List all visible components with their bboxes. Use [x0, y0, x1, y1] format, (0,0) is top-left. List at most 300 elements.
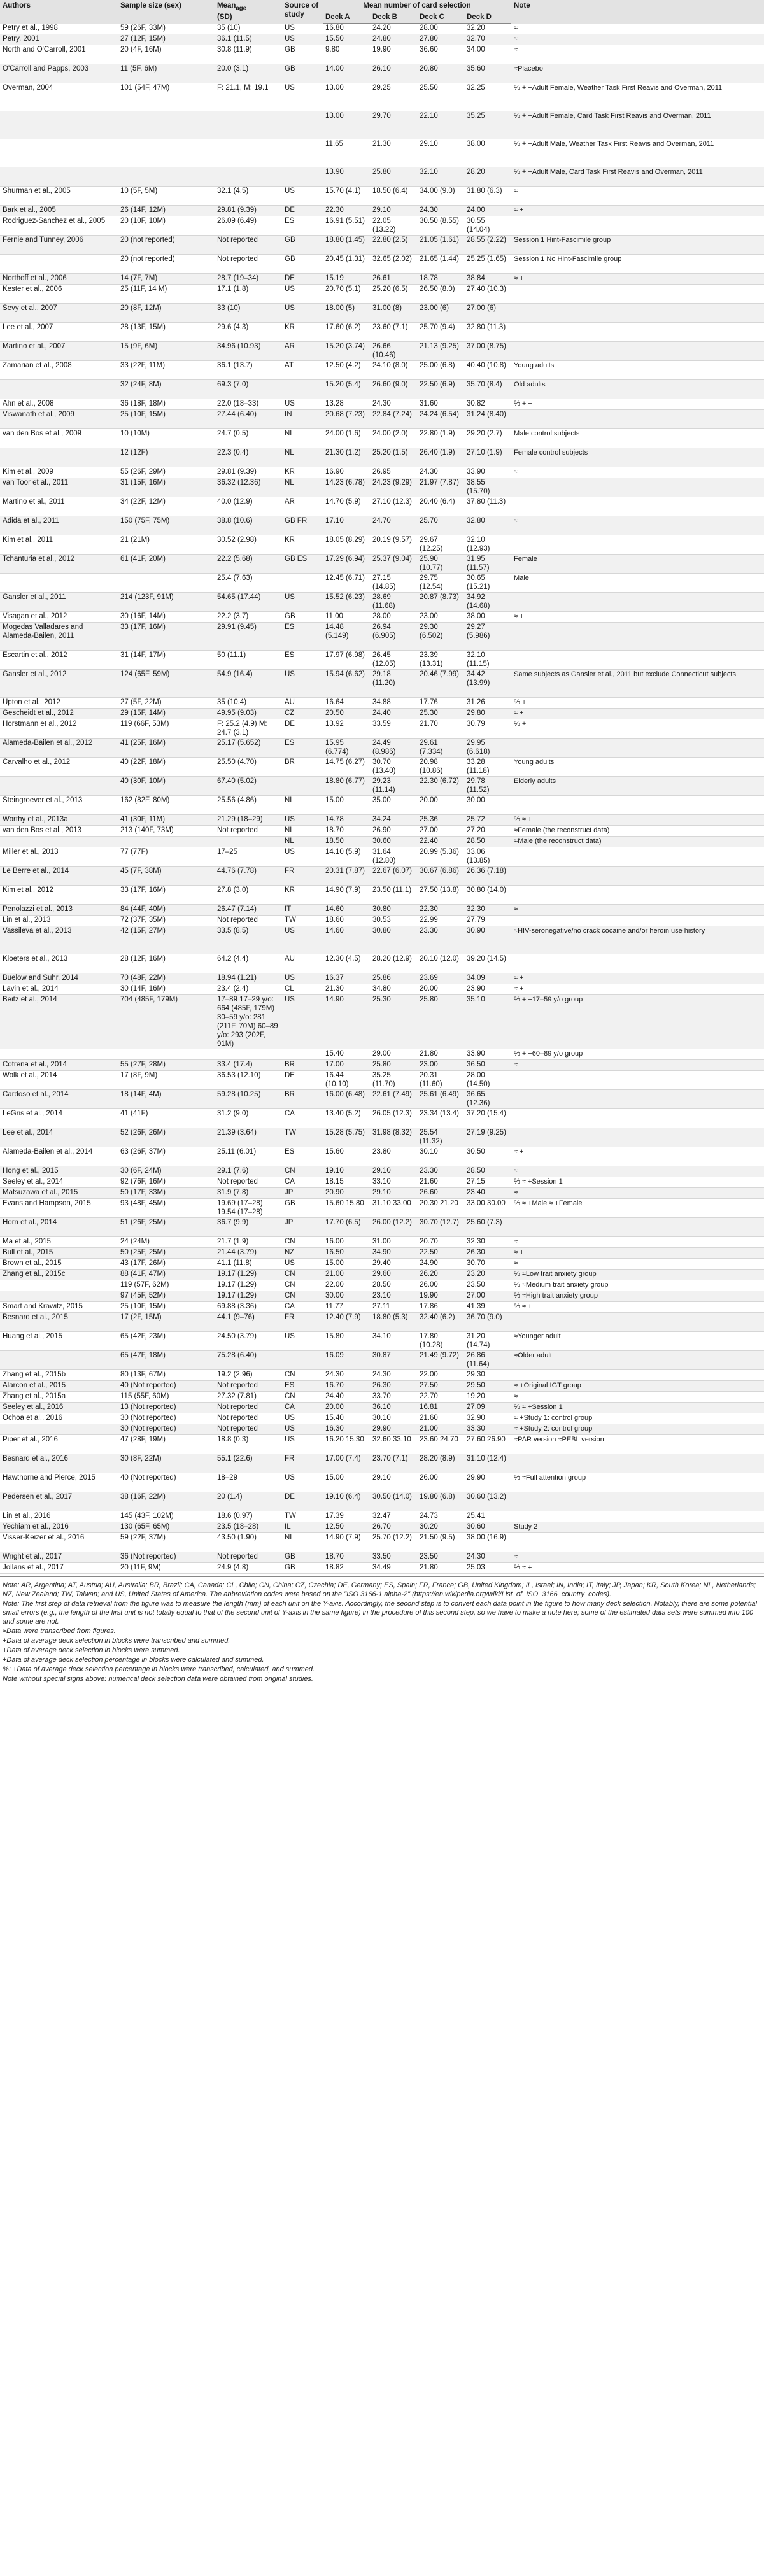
- cell-sample-size: 61 (41F, 20M): [118, 555, 215, 574]
- cell-deck-d: 29.50: [464, 1381, 511, 1392]
- cell-source: US: [282, 24, 323, 34]
- cell-deck-c: 20.80: [417, 64, 464, 83]
- cell-note: % ≈Full attention group: [511, 1473, 764, 1492]
- cell-deck-a: 12.45 (6.71): [323, 574, 370, 593]
- table-row: [0, 612, 764, 623]
- note-line: Note without special signs above: numerical deck selection data were obtained from original studies.: [3, 1675, 313, 1683]
- cell-deck-c: 21.49 (9.72): [417, 1351, 464, 1370]
- cell-authors: Zhang et al., 2015b: [0, 1370, 118, 1381]
- cell-source: AR: [282, 342, 323, 361]
- cell-deck-a: 17.00: [323, 1060, 370, 1071]
- cell-deck-d: 41.39: [464, 1302, 511, 1313]
- col-authors: Authors: [0, 0, 118, 24]
- cell-deck-b: 24.00 (2.0): [370, 429, 417, 448]
- cell-deck-b: 26.95: [370, 467, 417, 478]
- cell-deck-b: 24.30: [370, 1370, 417, 1381]
- cell-source: JP: [282, 1218, 323, 1237]
- cell-deck-b: 23.10: [370, 1291, 417, 1302]
- cell-mean-age: 44.76 (7.78): [215, 867, 282, 886]
- table-row: [0, 698, 764, 709]
- cell-deck-a: 15.60 15.80: [323, 1199, 370, 1218]
- cell-mean-age: Not reported: [215, 916, 282, 926]
- cell-authors: Le Berre et al., 2014: [0, 867, 118, 886]
- cell-deck-a: 16.20 15.30: [323, 1435, 370, 1454]
- cell-mean-age: 20 (1.4): [215, 1492, 282, 1511]
- cell-note: [511, 1454, 764, 1473]
- cell-mean-age: Not reported: [215, 1381, 282, 1392]
- cell-note: [511, 304, 764, 323]
- cell-source: CZ: [282, 709, 323, 719]
- cell-deck-b: 31.00 (8): [370, 304, 417, 323]
- cell-deck-d: 38.00: [464, 612, 511, 623]
- cell-deck-b: 35.25 (11.70): [370, 1071, 417, 1090]
- cell-authors: Lin et al., 2013: [0, 916, 118, 926]
- cell-note: ≈ +: [511, 206, 764, 216]
- cell-sample-size: 36 (Not reported): [118, 1552, 215, 1563]
- cell-source: US: [282, 1413, 323, 1424]
- cell-deck-d: 33.90: [464, 467, 511, 478]
- cell-deck-d: 19.20: [464, 1392, 511, 1403]
- cell-mean-age: 26.47 (7.14): [215, 905, 282, 916]
- cell-sample-size: 12 (12F): [118, 448, 215, 467]
- cell-sample-size: 52 (26F, 26M): [118, 1128, 215, 1147]
- cell-deck-c: 34.00 (9.0): [417, 187, 464, 206]
- cell-deck-d: 35.25: [464, 111, 511, 139]
- cell-sample-size: 18 (14F, 4M): [118, 1090, 215, 1109]
- cell-source: GB: [282, 1552, 323, 1563]
- cell-mean-age: 36.1 (13.7): [215, 361, 282, 380]
- cell-deck-c: 22.50 (6.9): [417, 380, 464, 399]
- cell-deck-b: 23.80: [370, 1147, 417, 1166]
- cell-deck-b: 33.50: [370, 1552, 417, 1563]
- cell-deck-a: 12.50 (4.2): [323, 361, 370, 380]
- cell-mean-age: 19.69 (17–28) 19.54 (17–28): [215, 1199, 282, 1218]
- cell-deck-d: 34.09: [464, 973, 511, 984]
- cell-deck-d: 28.50: [464, 1166, 511, 1177]
- cell-source: CA: [282, 1177, 323, 1188]
- cell-sample-size: [118, 111, 215, 139]
- cell-note: ≈ +: [511, 274, 764, 285]
- cell-sample-size: 101 (54F, 47M): [118, 83, 215, 111]
- cell-source: GB: [282, 45, 323, 64]
- cell-sample-size: 50 (25F, 25M): [118, 1248, 215, 1259]
- cell-mean-age: 24.50 (3.79): [215, 1332, 282, 1351]
- cell-mean-age: 23.5 (18–28): [215, 1522, 282, 1533]
- cell-deck-c: 20.46 (7.99): [417, 670, 464, 698]
- table-row: [0, 1492, 764, 1511]
- cell-deck-c: 21.80: [417, 1563, 464, 1574]
- table-row: [0, 1563, 764, 1574]
- cell-deck-d: 30.55 (14.04): [464, 216, 511, 236]
- cell-deck-d: 25.72: [464, 815, 511, 826]
- cell-sample-size: 20 (10F, 10M): [118, 216, 215, 236]
- cell-deck-b: 24.20: [370, 24, 417, 34]
- cell-deck-b: 30.10: [370, 1413, 417, 1424]
- cell-deck-b: 30.50 (14.0): [370, 1492, 417, 1511]
- cell-note: Female control subjects: [511, 448, 764, 467]
- cell-mean-age: 27.32 (7.81): [215, 1392, 282, 1403]
- cell-source: JP: [282, 1188, 323, 1199]
- cell-authors: Horn et al., 2014: [0, 1218, 118, 1237]
- cell-deck-c: 21.60: [417, 1413, 464, 1424]
- cell-authors: van Toor et al., 2011: [0, 478, 118, 497]
- cell-mean-age: 25.56 (4.86): [215, 796, 282, 815]
- cell-sample-size: 25 (10F, 15M): [118, 410, 215, 429]
- cell-deck-a: 17.39: [323, 1511, 370, 1522]
- table-row: [0, 1147, 764, 1166]
- cell-deck-c: 22.70: [417, 1392, 464, 1403]
- cell-note: [511, 216, 764, 236]
- table-row: [0, 361, 764, 380]
- cell-deck-b: 24.30: [370, 399, 417, 410]
- cell-deck-b: 20.19 (9.57): [370, 535, 417, 555]
- col-deck-c: Deck C: [417, 13, 464, 24]
- table-row: [0, 1090, 764, 1109]
- cell-source: NL: [282, 429, 323, 448]
- cell-note: [511, 954, 764, 973]
- cell-authors: Fernie and Tunney, 2006: [0, 236, 118, 255]
- cell-deck-a: 17.00 (7.4): [323, 1454, 370, 1473]
- cell-note: [511, 1071, 764, 1090]
- cell-deck-b: 21.30: [370, 139, 417, 167]
- cell-deck-c: 25.36: [417, 815, 464, 826]
- cell-deck-d: 37.80 (11.3): [464, 497, 511, 516]
- cell-deck-c: 20.31 (11.60): [417, 1071, 464, 1090]
- cell-authors: Martino et al., 2007: [0, 342, 118, 361]
- cell-sample-size: 10 (10M): [118, 429, 215, 448]
- cell-deck-b: 28.00: [370, 612, 417, 623]
- cell-deck-a: 16.00 (6.48): [323, 1090, 370, 1109]
- table-row: [0, 867, 764, 886]
- cell-mean-age: Not reported: [215, 1552, 282, 1563]
- cell-source: US: [282, 187, 323, 206]
- cell-deck-b: 30.70 (13.40): [370, 758, 417, 777]
- cell-mean-age: [215, 1049, 282, 1060]
- cell-deck-d: 40.40 (10.8): [464, 361, 511, 380]
- cell-note: [511, 410, 764, 429]
- cell-sample-size: 213 (140F, 73M): [118, 826, 215, 837]
- cell-authors: Gescheidt et al., 2012: [0, 709, 118, 719]
- cell-deck-b: 30.87: [370, 1351, 417, 1370]
- cell-mean-age: 31.9 (7.8): [215, 1188, 282, 1199]
- cell-note: % ≈High trait anxiety group: [511, 1291, 764, 1302]
- cell-source: GB ES: [282, 555, 323, 574]
- cell-deck-a: 18.70: [323, 826, 370, 837]
- table-row: [0, 1188, 764, 1199]
- cell-deck-c: 23.30: [417, 1166, 464, 1177]
- cell-deck-c: 20.98 (10.86): [417, 758, 464, 777]
- cell-mean-age: 27.44 (6.40): [215, 410, 282, 429]
- cell-deck-c: 29.61 (7.334): [417, 739, 464, 758]
- cell-authors: Hawthorne and Pierce, 2015: [0, 1473, 118, 1492]
- cell-mean-age: 43.50 (1.90): [215, 1533, 282, 1552]
- cell-sample-size: 20 (4F, 16M): [118, 45, 215, 64]
- cell-note: ≈PAR version ≈PEBL version: [511, 1435, 764, 1454]
- cell-deck-b: 29.18 (11.20): [370, 670, 417, 698]
- cell-deck-a: 15.80: [323, 1332, 370, 1351]
- cell-source: GB: [282, 255, 323, 274]
- cell-mean-age: 23.4 (2.4): [215, 984, 282, 995]
- cell-deck-c: 22.99: [417, 916, 464, 926]
- cell-note: % +: [511, 719, 764, 739]
- col-mean-age-sd: (SD): [217, 13, 232, 22]
- cell-deck-b: 34.80: [370, 984, 417, 995]
- cell-mean-age: 18.8 (0.3): [215, 1435, 282, 1454]
- cell-deck-a: 21.00: [323, 1270, 370, 1280]
- cell-authors: Cotrena et al., 2014: [0, 1060, 118, 1071]
- cell-deck-b: 29.70: [370, 111, 417, 139]
- cell-sample-size: 20 (not reported): [118, 255, 215, 274]
- table-row: [0, 1424, 764, 1435]
- cell-deck-d: 36.50: [464, 1060, 511, 1071]
- cell-deck-d: 39.20 (14.5): [464, 954, 511, 973]
- cell-note: % ≈Low trait anxiety group: [511, 1270, 764, 1280]
- table-row: [0, 916, 764, 926]
- cell-note: Elderly adults: [511, 777, 764, 796]
- cell-source: NL: [282, 478, 323, 497]
- cell-note: ≈ +: [511, 973, 764, 984]
- cell-authors: Kim et al., 2012: [0, 886, 118, 905]
- cell-note: [511, 916, 764, 926]
- cell-sample-size: 33 (17F, 16M): [118, 623, 215, 651]
- cell-deck-b: 29.10: [370, 1188, 417, 1199]
- cell-note: % ≈ +Session 1: [511, 1403, 764, 1413]
- cell-deck-d: 38.84: [464, 274, 511, 285]
- cell-deck-b: 34.10: [370, 1332, 417, 1351]
- cell-authors: Alarcon et al., 2015: [0, 1381, 118, 1392]
- table-row: [0, 709, 764, 719]
- cell-source: CA: [282, 1403, 323, 1413]
- cell-mean-age: [215, 111, 282, 139]
- cell-source: GB: [282, 236, 323, 255]
- cell-deck-c: 19.90: [417, 1291, 464, 1302]
- cell-note: [511, 1370, 764, 1381]
- cell-deck-a: 20.90: [323, 1188, 370, 1199]
- cell-authors: Northoff et al., 2006: [0, 274, 118, 285]
- table-row: [0, 478, 764, 497]
- table-row: [0, 651, 764, 670]
- cell-deck-c: 27.80: [417, 34, 464, 45]
- cell-deck-b: 30.53: [370, 916, 417, 926]
- table-row: [0, 719, 764, 739]
- cell-note: % + +: [511, 399, 764, 410]
- cell-note: ≈HIV-seronegative/no crack cocaine and/or heroin use history: [511, 926, 764, 954]
- cell-authors: Seeley et al., 2016: [0, 1403, 118, 1413]
- cell-deck-d: 37.20 (15.4): [464, 1109, 511, 1128]
- cell-source: GB: [282, 64, 323, 83]
- cell-authors: Lee et al., 2007: [0, 323, 118, 342]
- cell-authors: [0, 167, 118, 187]
- cell-mean-age: 36.1 (11.5): [215, 34, 282, 45]
- cell-deck-b: 25.80: [370, 1060, 417, 1071]
- table-row: [0, 905, 764, 916]
- cell-deck-b: 24.10 (8.0): [370, 361, 417, 380]
- cell-source: NL: [282, 1533, 323, 1552]
- cell-deck-c: 30.10: [417, 1147, 464, 1166]
- cell-deck-c: 20.10 (12.0): [417, 954, 464, 973]
- cell-deck-d: 25.41: [464, 1511, 511, 1522]
- table-row: [0, 1291, 764, 1302]
- cell-deck-a: 16.80: [323, 24, 370, 34]
- cell-deck-d: 33.28 (11.18): [464, 758, 511, 777]
- cell-mean-age: 21.44 (3.79): [215, 1248, 282, 1259]
- cell-authors: Mogedas Valladares and Alameda-Bailen, 2011: [0, 623, 118, 651]
- cell-deck-d: 34.42 (13.99): [464, 670, 511, 698]
- cell-source: NZ: [282, 1248, 323, 1259]
- cell-note: ≈: [511, 516, 764, 535]
- cell-deck-a: 18.50: [323, 837, 370, 847]
- cell-deck-a: 16.64: [323, 698, 370, 709]
- cell-deck-c: 20.00: [417, 796, 464, 815]
- cell-source: US: [282, 1435, 323, 1454]
- cell-sample-size: 130 (65F, 65M): [118, 1522, 215, 1533]
- cell-deck-d: 27.20: [464, 826, 511, 837]
- cell-sample-size: 13 (Not reported): [118, 1403, 215, 1413]
- cell-deck-c: 30.20: [417, 1522, 464, 1533]
- table-row: [0, 670, 764, 698]
- cell-deck-c: 23.34 (13.4): [417, 1109, 464, 1128]
- cell-deck-a: 15.95 (6.774): [323, 739, 370, 758]
- cell-note: [511, 285, 764, 304]
- cell-deck-b: 25.86: [370, 973, 417, 984]
- table-row: [0, 304, 764, 323]
- cell-authors: Lee et al., 2014: [0, 1128, 118, 1147]
- cell-sample-size: [118, 574, 215, 593]
- cell-authors: Brown et al., 2015: [0, 1259, 118, 1270]
- cell-deck-b: 18.80 (5.3): [370, 1313, 417, 1332]
- cell-deck-a: 11.00: [323, 612, 370, 623]
- cell-source: DE: [282, 719, 323, 739]
- cell-mean-age: 29.91 (9.45): [215, 623, 282, 651]
- table-row: [0, 1248, 764, 1259]
- table-row: [0, 1259, 764, 1270]
- cell-deck-d: 25.60 (7.3): [464, 1218, 511, 1237]
- cell-note: ≈: [511, 187, 764, 206]
- cell-deck-d: 31.95 (11.57): [464, 555, 511, 574]
- cell-mean-age: 25.17 (5.652): [215, 739, 282, 758]
- cell-deck-b: 34.49: [370, 1563, 417, 1574]
- cell-authors: Hong et al., 2015: [0, 1166, 118, 1177]
- table-header: [0, 0, 764, 24]
- cell-mean-age: 18.94 (1.21): [215, 973, 282, 984]
- cell-note: % +: [511, 698, 764, 709]
- cell-mean-age: 29.6 (4.3): [215, 323, 282, 342]
- cell-deck-a: 24.00 (1.6): [323, 429, 370, 448]
- cell-sample-size: 25 (10F, 15M): [118, 1302, 215, 1313]
- cell-deck-c: 23.69: [417, 973, 464, 984]
- cell-mean-age: 19.2 (2.96): [215, 1370, 282, 1381]
- cell-deck-b: 18.50 (6.4): [370, 187, 417, 206]
- cell-mean-age: 29.81 (9.39): [215, 467, 282, 478]
- cell-authors: Penolazzi et al., 2013: [0, 905, 118, 916]
- cell-deck-d: 28.55 (2.22): [464, 236, 511, 255]
- col-source: Source of study: [282, 0, 323, 24]
- cell-deck-a: 22.00: [323, 1280, 370, 1291]
- cell-note: ≈: [511, 24, 764, 34]
- cell-deck-d: 33.90: [464, 1049, 511, 1060]
- cell-authors: Zhang et al., 2015a: [0, 1392, 118, 1403]
- cell-deck-c: 25.80: [417, 995, 464, 1049]
- cell-deck-c: 29.30 (6.502): [417, 623, 464, 651]
- cell-deck-b: 30.80: [370, 926, 417, 954]
- cell-sample-size: 40 (Not reported): [118, 1381, 215, 1392]
- cell-deck-d: 30.00: [464, 796, 511, 815]
- cell-deck-d: 23.40: [464, 1188, 511, 1199]
- note-line: +Data of average deck selection in blocks were summed.: [3, 1646, 180, 1654]
- table-row: [0, 236, 764, 255]
- cell-sample-size: 40 (Not reported): [118, 1473, 215, 1492]
- cell-mean-age: 22.0 (18–33): [215, 399, 282, 410]
- cell-note: ≈: [511, 1237, 764, 1248]
- cell-sample-size: 41 (25F, 16M): [118, 739, 215, 758]
- cell-deck-d: 29.20 (2.7): [464, 429, 511, 448]
- cell-sample-size: 43 (17F, 26M): [118, 1259, 215, 1270]
- cell-sample-size: 63 (26F, 37M): [118, 1147, 215, 1166]
- cell-authors: Bull et al., 2015: [0, 1248, 118, 1259]
- cell-source: [282, 777, 323, 796]
- cell-mean-age: 18.6 (0.97): [215, 1511, 282, 1522]
- table-row: [0, 847, 764, 867]
- cell-source: NL: [282, 826, 323, 837]
- cell-deck-d: 32.80 (11.3): [464, 323, 511, 342]
- table-row: [0, 623, 764, 651]
- cell-deck-d: 32.30: [464, 1237, 511, 1248]
- cell-deck-b: 34.24: [370, 815, 417, 826]
- cell-source: FR: [282, 867, 323, 886]
- cell-sample-size: 119 (66F, 53M): [118, 719, 215, 739]
- table-row: [0, 111, 764, 139]
- cell-sample-size: 47 (28F, 19M): [118, 1435, 215, 1454]
- cell-deck-a: 9.80: [323, 45, 370, 64]
- cell-mean-age: 19.17 (1.29): [215, 1270, 282, 1280]
- note-line: %: +Data of average deck selection percentage in blocks were transcribed, calculated, and summed.: [3, 1666, 315, 1673]
- cell-sample-size: 14 (7F, 7M): [118, 274, 215, 285]
- cell-sample-size: 26 (14F, 12M): [118, 206, 215, 216]
- cell-source: TW: [282, 1128, 323, 1147]
- cell-note: [511, 1313, 764, 1332]
- cell-source: US: [282, 815, 323, 826]
- cell-deck-c: 17.80 (10.28): [417, 1332, 464, 1351]
- cell-deck-c: 23.00 (6): [417, 304, 464, 323]
- cell-deck-d: 30.50: [464, 1147, 511, 1166]
- cell-source: US: [282, 926, 323, 954]
- cell-mean-age: 33.4 (17.4): [215, 1060, 282, 1071]
- cell-deck-b: 33.70: [370, 1392, 417, 1403]
- cell-deck-d: 23.50: [464, 1280, 511, 1291]
- cell-deck-c: 30.70 (12.7): [417, 1218, 464, 1237]
- cell-deck-b: 29.60: [370, 1270, 417, 1280]
- cell-source: IT: [282, 905, 323, 916]
- cell-deck-a: 15.28 (5.75): [323, 1128, 370, 1147]
- cell-deck-a: 18.15: [323, 1177, 370, 1188]
- cell-mean-age: 40.0 (12.9): [215, 497, 282, 516]
- cell-deck-d: 30.65 (15.21): [464, 574, 511, 593]
- table-row: [0, 216, 764, 236]
- cell-sample-size: 80 (13F, 67M): [118, 1370, 215, 1381]
- cell-source: AU: [282, 698, 323, 709]
- cell-sample-size: 150 (75F, 75M): [118, 516, 215, 535]
- cell-sample-size: 38 (16F, 22M): [118, 1492, 215, 1511]
- cell-deck-c: 26.60: [417, 1188, 464, 1199]
- cell-mean-age: 35 (10.4): [215, 698, 282, 709]
- cell-mean-age: 38.8 (10.6): [215, 516, 282, 535]
- cell-deck-a: 15.60: [323, 1147, 370, 1166]
- cell-sample-size: 93 (48F, 45M): [118, 1199, 215, 1218]
- table-row: [0, 1049, 764, 1060]
- cell-deck-c: 20.87 (8.73): [417, 593, 464, 612]
- col-deck-a: Deck A: [323, 13, 370, 24]
- cell-note: ≈Female (the reconstruct data): [511, 826, 764, 837]
